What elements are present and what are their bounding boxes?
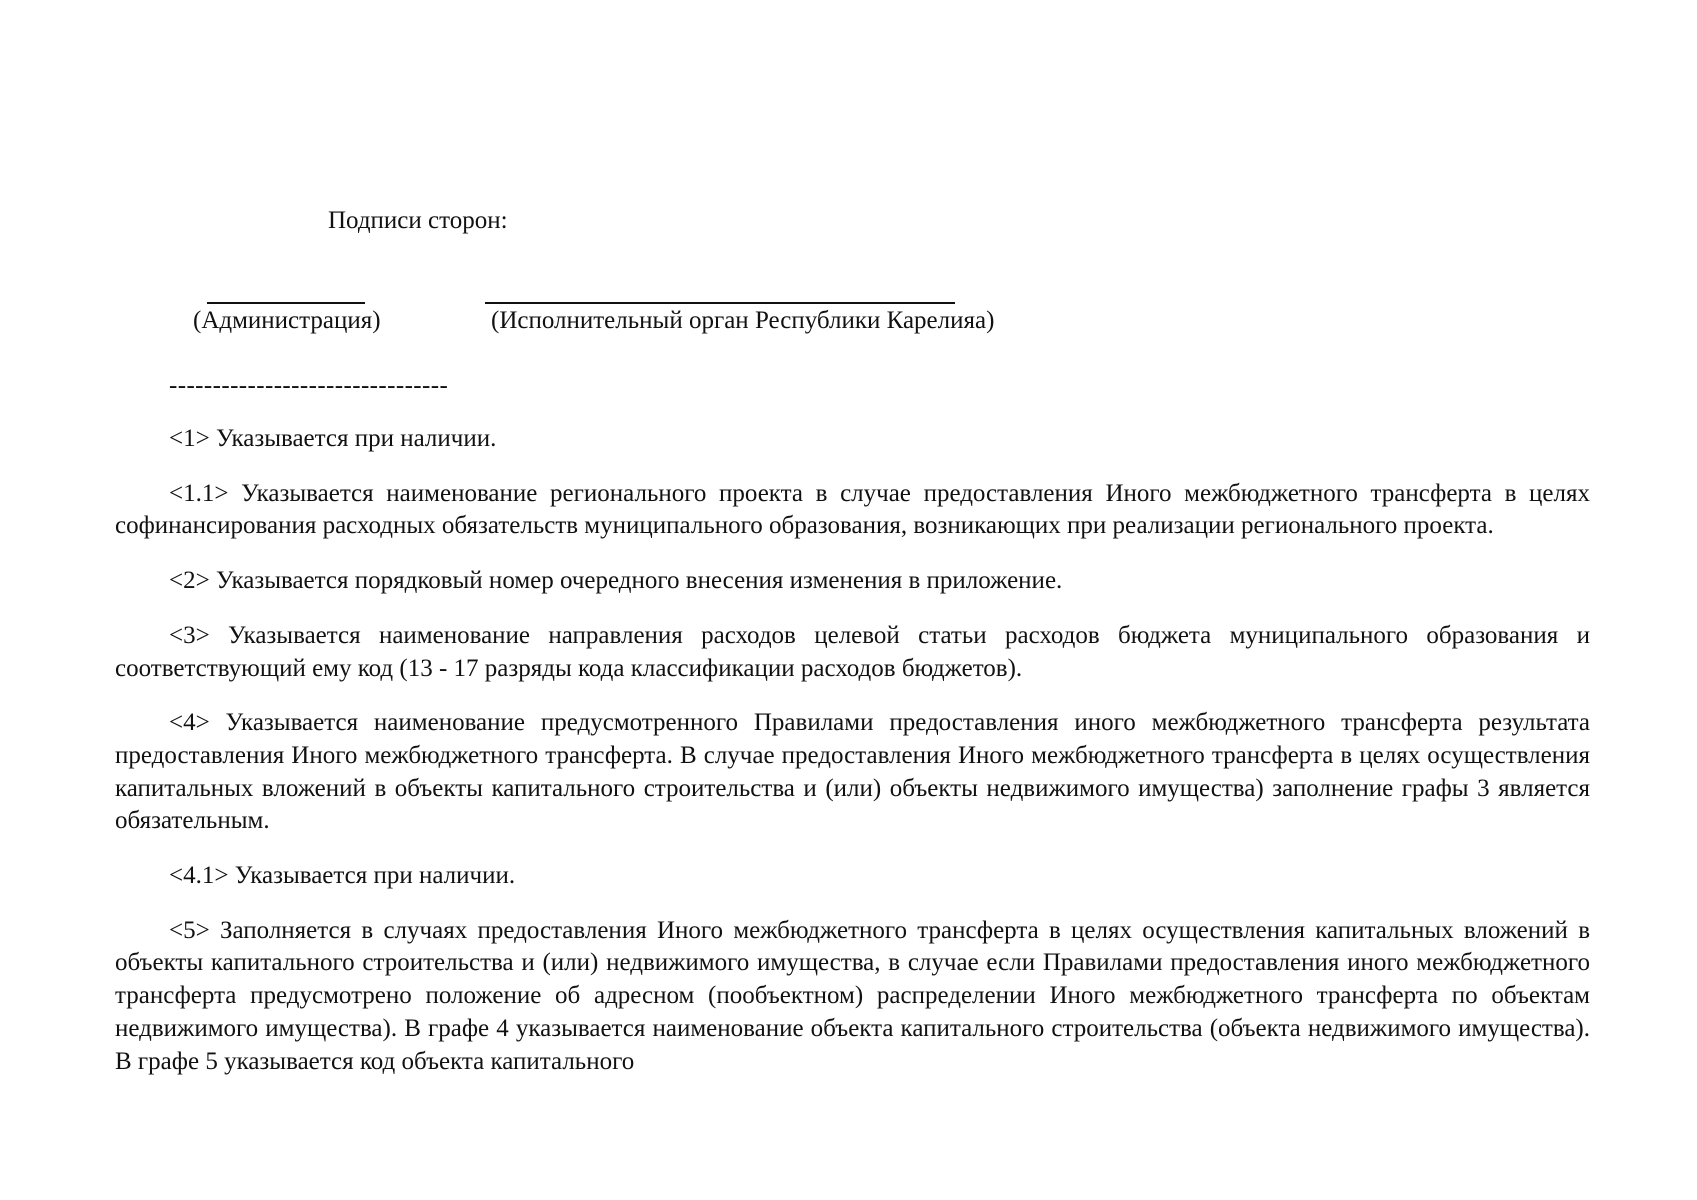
admin-signature-label: (Администрация) xyxy=(193,307,381,334)
org-signature-label: (Исполнительный орган Республики Карелияа) xyxy=(491,307,995,334)
footnote-1: <1> Указывается при наличии. xyxy=(169,425,497,452)
footnote-3: <3> Указывается наименование направления расходов целевой статьи расходов бюджета муниципального образования и соответствующий ему код (13 - 17 разряды кода классификации расходов бюджетов). xyxy=(115,621,1590,682)
footnotes-list xyxy=(115,423,1590,1100)
footnote-separator: -------------------------------- xyxy=(169,372,449,399)
footnote-4: <4> Указывается наименование предусмотренного Правилами предоставления иного межбюджетного трансферта результата предоставления Иного межбюджетного трансферта. В случае предоставления Иного межбюджетного трансферта в целях осуществления капитальных вложений в объекты капитального строительства и (или) объекты недвижимого имущества) заполнение графы 3 является обязательным. xyxy=(115,709,1590,835)
admin-signature-line xyxy=(207,302,365,304)
org-signature-line xyxy=(485,302,955,304)
signatures-heading: Подписи сторон: xyxy=(328,207,508,234)
footnote-1-1: <1.1> Указывается наименование регионального проекта в случае предоставления Иного межбюджетного трансферта в целях софинансирования расходных обязательств муниципального образования, возникающих при реализации регионального проекта. xyxy=(115,479,1590,540)
footnote-5: <5> Заполняется в случаях предоставления Иного межбюджетного трансферта в целях осуществления капитальных вложений в объекты капитального строительства и (или) недвижимого имущества, в случае если Правилами предоставления иного межбюджетного трансферта предусмотрено положение об адресном (пообъектном) распределении Иного межбюджетного трансферта по объектам недвижимого имущества). В графе 4 указывается наименование объекта капитального строительства (объекта недвижимого имущества). В графе 5 указывается код объекта капитального xyxy=(115,916,1590,1075)
footnote-2: <2> Указывается порядковый номер очередного внесения изменения в приложение. xyxy=(169,567,1063,595)
footnote-4-1: <4.1> Указывается при наличии. xyxy=(169,862,516,890)
